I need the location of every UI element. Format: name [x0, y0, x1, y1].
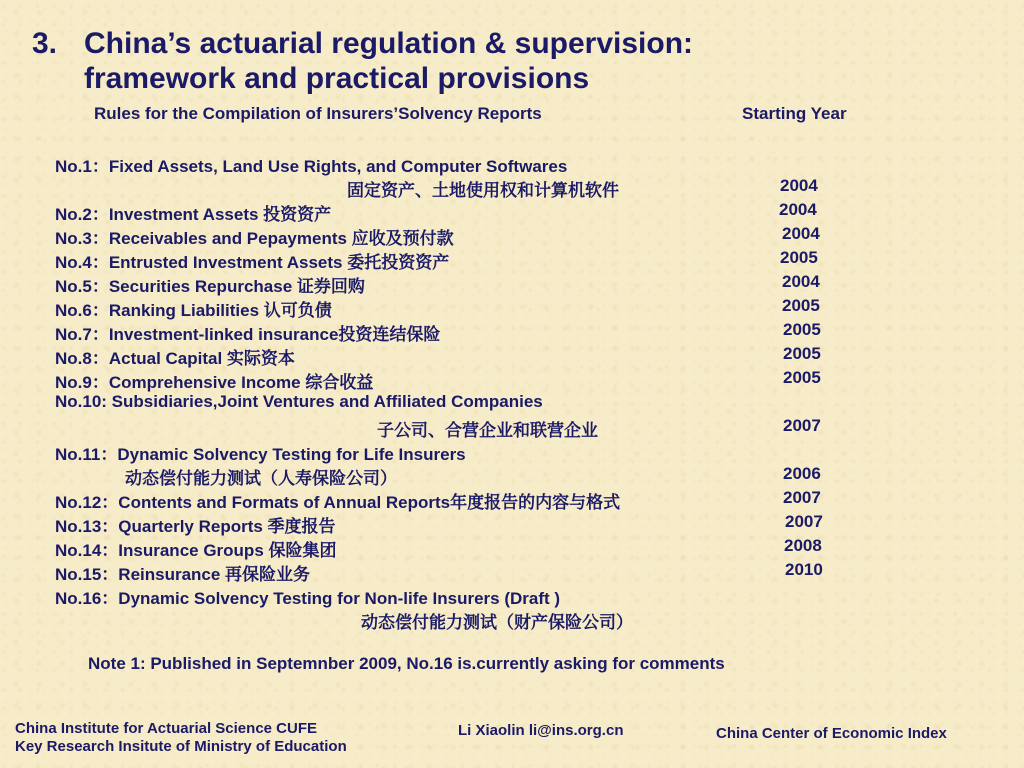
title-number: 3.: [32, 27, 58, 60]
rule-row: [55, 248, 855, 272]
rule-row: [55, 608, 855, 632]
rule-chinese-label: 子公司、合营企业和联营企业: [377, 421, 598, 440]
rule-year: 2007: [785, 512, 823, 531]
rule-year: 2004: [780, 176, 818, 195]
rule-label: No.14：Insurance Groups 保险集团: [55, 541, 337, 560]
rule-row: [55, 416, 855, 440]
rule-label: No.12：Contents and Formats of Annual Reports年度报告的内容与格式: [55, 493, 621, 512]
rule-label: No.10: Subsidiaries,Joint Ventures and Affiliated Companies: [55, 392, 543, 411]
rule-label: No.3：Receivables and Pepayments 应收及预付款: [55, 229, 454, 248]
rule-label: No.5：Securities Repurchase 证券回购: [55, 277, 365, 296]
rule-row: [55, 368, 855, 392]
rule-row: [55, 536, 855, 560]
rule-label: No.6：Ranking Liabilities 认可负债: [55, 301, 332, 320]
rule-year: 2007: [783, 416, 821, 435]
rule-year: 2010: [785, 560, 823, 579]
starting-year-header: Starting Year: [742, 104, 847, 123]
rule-row: [55, 200, 855, 224]
rule-row: [55, 512, 855, 536]
rule-row: [55, 272, 855, 296]
rule-row: [55, 176, 855, 200]
rule-year: 2005: [783, 344, 821, 363]
rule-chinese-label: 固定资产、土地使用权和计算机软件: [347, 181, 619, 200]
rule-row: [55, 440, 855, 464]
footer-author: Li Xiaolin li@ins.org.cn: [458, 722, 624, 739]
rule-year: 2008: [784, 536, 822, 555]
rule-label: No.9：Comprehensive Income 综合收益: [55, 373, 374, 392]
rule-label: No.2：Investment Assets 投资资产: [55, 205, 332, 224]
rule-year: 2006: [783, 464, 821, 483]
rule-row: [55, 320, 855, 344]
rule-row: [55, 392, 855, 416]
footer-center-name: China Center of Economic Index: [716, 725, 947, 742]
rule-row: [55, 152, 855, 176]
rule-label: No.1：Fixed Assets, Land Use Rights, and Computer Softwares: [55, 157, 568, 176]
rule-year: 2004: [782, 224, 820, 243]
footer-institute: [15, 720, 347, 756]
rule-year: 2004: [782, 272, 820, 291]
rule-row: [55, 224, 855, 248]
note-text: Note 1: Published in Septemnber 2009, No.16 is.currently asking for comments: [88, 654, 725, 673]
rule-year: 2005: [782, 296, 820, 315]
footer-institute-line-1: China Institute for Actuarial Science CUFE: [15, 720, 317, 737]
rule-label: No.4：Entrusted Investment Assets 委托投资资产: [55, 253, 450, 272]
rule-row: [55, 584, 855, 608]
footer-institute-line-2: Key Research Insitute of Ministry of Education: [15, 738, 347, 755]
rule-year: 2005: [783, 368, 821, 387]
title-line-2: framework and practical provisions: [84, 62, 590, 95]
rule-row: [55, 488, 855, 512]
rule-year: 2005: [783, 320, 821, 339]
rule-row: [55, 560, 855, 584]
title-line-1: China’s actuarial regulation & supervision:: [84, 27, 694, 60]
rules-header: Rules for the Compilation of Insurers’Solvency Reports: [94, 104, 542, 123]
rule-chinese-label: 动态偿付能力测试（人寿保险公司）: [125, 469, 397, 488]
rule-year: 2007: [783, 488, 821, 507]
rule-year: 2004: [779, 200, 817, 219]
rule-label: No.15：Reinsurance 再保险业务: [55, 565, 311, 584]
rule-label: No.7：Investment-linked insurance投资连结保险: [55, 325, 441, 344]
rule-row: [55, 344, 855, 368]
rule-chinese-label: 动态偿付能力测试（财产保险公司）: [361, 613, 633, 632]
rule-label: No.8：Actual Capital 实际资本: [55, 349, 295, 368]
rule-row: [55, 464, 855, 488]
rule-label: No.16：Dynamic Solvency Testing for Non-life Insurers (Draft ): [55, 589, 561, 608]
rule-label: No.11：Dynamic Solvency Testing for Life Insurers: [55, 445, 466, 464]
rule-year: 2005: [780, 248, 818, 267]
rule-row: [55, 296, 855, 320]
rule-label: No.13：Quarterly Reports 季度报告: [55, 517, 336, 536]
